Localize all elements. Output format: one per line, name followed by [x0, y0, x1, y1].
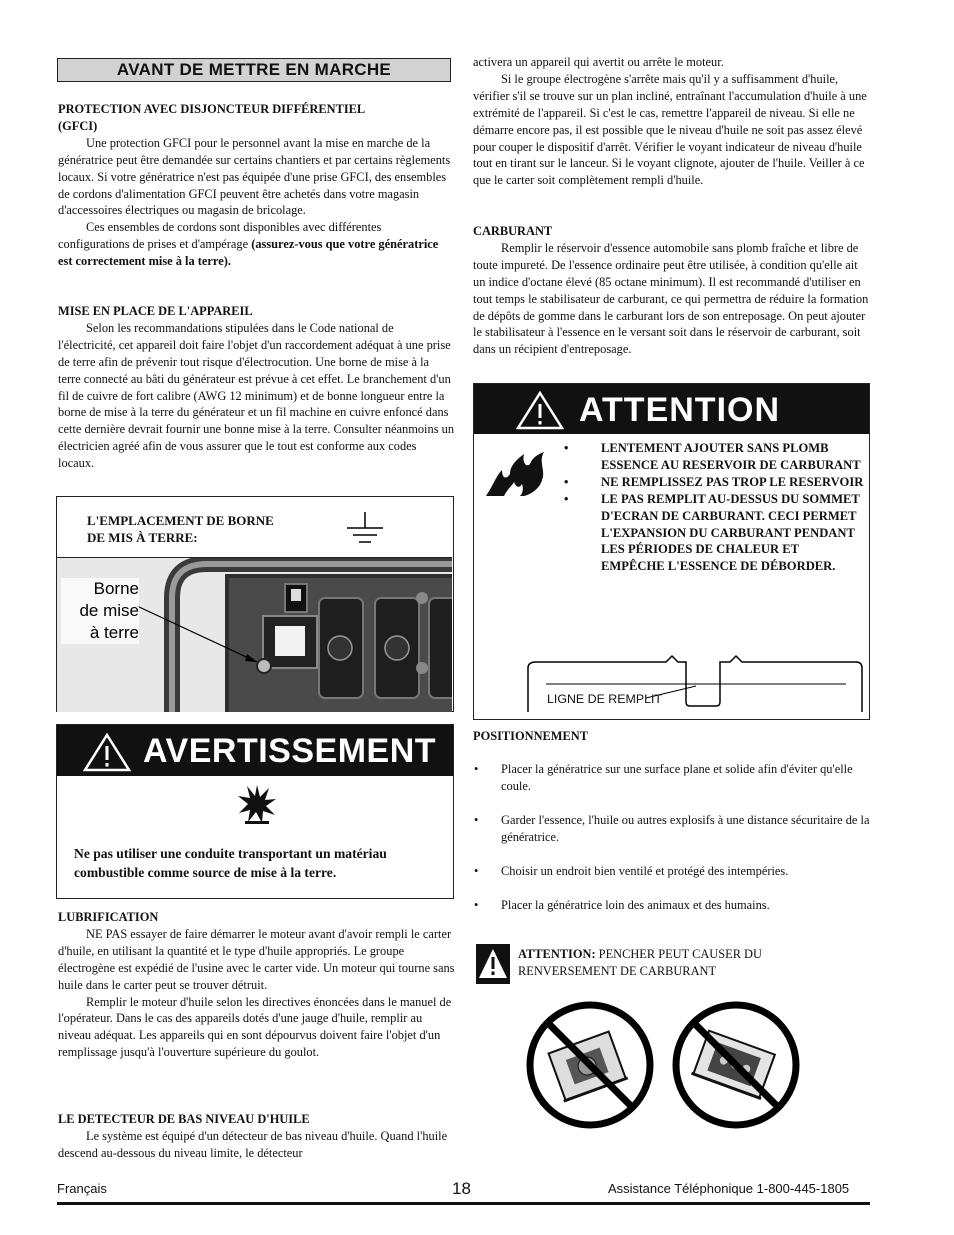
ground-caption-line2: DE MIS À TERRE: — [87, 530, 198, 545]
warning-triangle-icon — [476, 944, 510, 984]
generator-panel-photo — [57, 557, 452, 712]
positionnement-item-text: Placer la génératrice loin des animaux et des humains. — [501, 897, 770, 912]
positionnement-section — [473, 728, 871, 745]
tilt-caution-line1 — [518, 946, 848, 963]
lubrification-section — [58, 909, 458, 1061]
tilt-caution-label: ATTENTION: — [518, 947, 596, 961]
ground-label-line2: de mise — [79, 601, 139, 620]
fill-line-label: LIGNE DE REMPLIT — [547, 692, 662, 706]
gfci-para2-bold: (assurez-vous que votre génératrice est correctement mise à la terre). — [58, 237, 439, 269]
attention-list — [564, 440, 864, 575]
gfci-para2-normal: Ces ensembles de cordons sont disponibles avec différentes configurations de prises et d'ampérage — [58, 220, 382, 252]
avertissement-text: Ne pas utiliser une conduite transportant un matériau combustible comme source de mise à la terre. — [74, 846, 387, 880]
fire-icon — [484, 448, 550, 498]
ground-caption — [87, 512, 274, 546]
placement-section — [58, 303, 454, 472]
positionnement-item-text: Garder l'essence, l'huile ou autres explosifs à une distance sécuritaire de la génératrice. — [501, 812, 870, 844]
page-number: 18 — [452, 1179, 471, 1198]
section-header: AVANT DE METTRE EN MARCHE — [57, 58, 451, 82]
positionnement-list — [473, 761, 871, 913]
positionnement-item-text: Choisir un endroit bien ventilé et protégé des intempéries. — [501, 863, 789, 878]
lubrification-para2: Remplir le moteur d'huile selon les directives énoncées dans le manuel de l'opérateur. Dans le cas des appareils dotés d'une jauge d'huile, remplir au niveau adéquat. Les appareils qui en sont dépourvus doivent faire l'objet d'un remplissage jusqu'à l'ouverture supérieure du goulot. — [58, 994, 452, 1060]
avertissement-title: AVERTISSEMENT — [143, 732, 437, 770]
tilt-caution-text2: RENVERSEMENT DE CARBURANT — [518, 963, 717, 978]
footer-support: Assistance Téléphonique 1-800-445-1805 — [608, 1181, 850, 1196]
attention-item: • LE PAS REMPLIT AU-DESSUS DU SOMMET D'ECRAN DE CARBURANT. CECI PERMET L'EXPANSION DU CARBURANT PENDANT LES PÉRIODES DE CHALEUR ET EMPÊCHE L'ESSENCE DE DÉBORDER. — [564, 491, 860, 574]
ground-location-box — [56, 496, 454, 712]
attention-item-text: LENTEMENT AJOUTER SANS PLOMB ESSENCE AU RESERVOIR DE CARBURANT — [601, 441, 861, 472]
footer-rule — [57, 1202, 870, 1205]
positionnement-item: • Garder l'essence, l'huile ou autres explosifs à une distance sécuritaire de la génératrice. — [474, 812, 870, 844]
attention-title: ATTENTION — [579, 391, 781, 429]
explosion-icon — [237, 783, 277, 825]
avertissement-box — [56, 724, 454, 899]
detecteur-section — [58, 1111, 454, 1162]
ground-label-line1: Borne — [93, 579, 139, 598]
detecteur-continued — [473, 54, 871, 189]
carburant-heading: CARBURANT — [473, 224, 553, 238]
carburant-para: Remplir le réservoir d'essence automobile sans plomb fraîche et libre de toute impureté. De l'essence ordinaire peut être utilisée, à condition qu'elle ait un indice d'octane élevé (85 octane minimum). Il est recommandé d'utiliser en tout temps le stabilisateur de carburant, ce qui permettra de réduire la formation de dépôts de gomme dans le carburant lors de son entreposage. On peut ajouter le stabilisateur à l'essence en le versant soit dans le réservoir de carburant, soit dans un récipient d'entreposage. — [473, 240, 869, 357]
attention-bar — [474, 384, 869, 434]
placement-para: Selon les recommandations stipulées dans le Code national de l'électricité, cet appareil doit faire l'objet d'un raccordement adéquat à une prise de terre afin de prévenir tout risque d'électrocution. Une borne de mise à la terre connecté au bâti du générateur est prévue à cet effet. Le branchement d'un fil de cuivre de fort calibre (AWG 12 minimum) et de bonne longueur entre la borne de mise à la terre du générateur et un fil machine en cuivre enfoncé dans cette dernière devrait fournir une bonne mise à la terre. Consulter néanmoins un électricien agréé afin de vous assurer que le tout est conforme aux codes locaux. — [58, 320, 455, 471]
lubrification-para1: NE PAS essayer de faire démarrer le moteur avant d'avoir rempli le carter d'huile, en utilisant la quantité et le type d'huile appropriés. Le groupe électrogène est expédié de l'usine avec le carter vide. Un moteur qui tourne sans huile dans le carter peut se trouver détruit. — [58, 926, 455, 992]
lubrification-heading: LUBRIFICATION — [58, 910, 159, 924]
attention-item-text: LE PAS REMPLIT AU-DESSUS DU SOMMET D'ECRAN DE CARBURANT. CECI PERMET L'EXPANSION DU CARBURANT PENDANT LES PÉRIODES DE CHALEUR ET EMPÊCHE L'ESSENCE DE DÉBORDER. — [601, 491, 860, 574]
footer-language: Français — [57, 1181, 107, 1196]
positionnement-item: • Choisir un endroit bien ventilé et protégé des intempéries. — [474, 863, 789, 878]
ground-symbol-icon — [345, 512, 385, 548]
attention-box — [473, 383, 870, 720]
tilt-caution-text — [518, 946, 848, 980]
detecteur-para: Le système est équipé d'un détecteur de bas niveau d'huile. Quand l'huile descend au-dessous du niveau limite, le détecteur — [58, 1128, 448, 1160]
gfci-para2 — [58, 219, 454, 270]
tilt-caution-text1: PENCHER PEUT CAUSER DU — [595, 947, 762, 961]
warning-triangle-white-icon — [516, 390, 564, 430]
carburant-section — [473, 223, 871, 358]
detecteur-heading: LE DETECTEUR DE BAS NIVEAU D'HUILE — [58, 1112, 310, 1126]
ground-label-line3: à terre — [89, 623, 139, 642]
positionnement-item: • Placer la génératrice sur une surface plane et solide afin d'éviter qu'elle coule. — [474, 762, 853, 793]
attention-item: • NE REMPLISSEZ PAS TROP LE RESERVOIR — [564, 474, 864, 489]
attention-item: • LENTEMENT AJOUTER SANS PLOMB ESSENCE AU RESERVOIR DE CARBURANT — [564, 441, 861, 472]
detecteur-para-cont: activera un appareil qui avertit ou arrête le moteur. — [473, 55, 724, 69]
placement-heading: MISE EN PLACE DE L'APPAREIL — [58, 304, 253, 318]
gfci-para1: Une protection GFCI pour le personnel avant la mise en marche de la génératrice peut être demandée sur certains chantiers et par certains règlements locaux. Si votre génératrice n'est pas équipée d'une prise GFCI, des ensembles de cordons d'alimentation GFCI peuvent être achetés dans votre magasin d'accessoires électriques ou magasin de bricolage. — [58, 135, 451, 218]
avertissement-bar — [57, 725, 453, 776]
ground-caption-line1: L'EMPLACEMENT DE BORNE — [87, 513, 274, 528]
positionnement-item: • Placer la génératrice loin des animaux et des humains. — [474, 897, 770, 912]
positionnement-heading: POSITIONNEMENT — [473, 729, 588, 743]
attention-item-text: NE REMPLISSEZ PAS TROP LE RESERVOIR — [601, 474, 864, 489]
gfci-section — [58, 101, 454, 270]
ground-terminal-label — [61, 578, 139, 644]
positionnement-item-text: Placer la génératrice sur une surface plane et solide afin d'éviter qu'elle coule. — [501, 762, 853, 793]
no-tilt-side-icon — [525, 1000, 655, 1130]
gfci-heading: PROTECTION AVEC DISJONCTEUR DIFFÉRENTIEL — [58, 102, 366, 116]
warning-triangle-white-icon — [83, 732, 131, 772]
no-tilt-front-icon — [671, 1000, 801, 1130]
detecteur-para2: Si le groupe électrogène s'arrête mais qu'il y a suffisamment d'huile, vérifier s'il se trouve sur un plan incliné, entraînant l'accumulation d'huile à une extrémité de l'appareil. Si c'est le cas, remettre l'appareil de niveau. Si elle ne démarre encore pas, il est possible que le niveau d'huile ne soit pas assez élevé pour couper le dispositif d'arrêt. Vérifier le voyant indicateur de niveau d'huile tout en tirant sur le lanceur. Si le voyant clignote, ajouter de l'huile. Veiller à ce que le carter soit complètement rempli d'huile. — [473, 71, 867, 188]
gfci-heading-line2: (GFCI) — [58, 118, 98, 133]
